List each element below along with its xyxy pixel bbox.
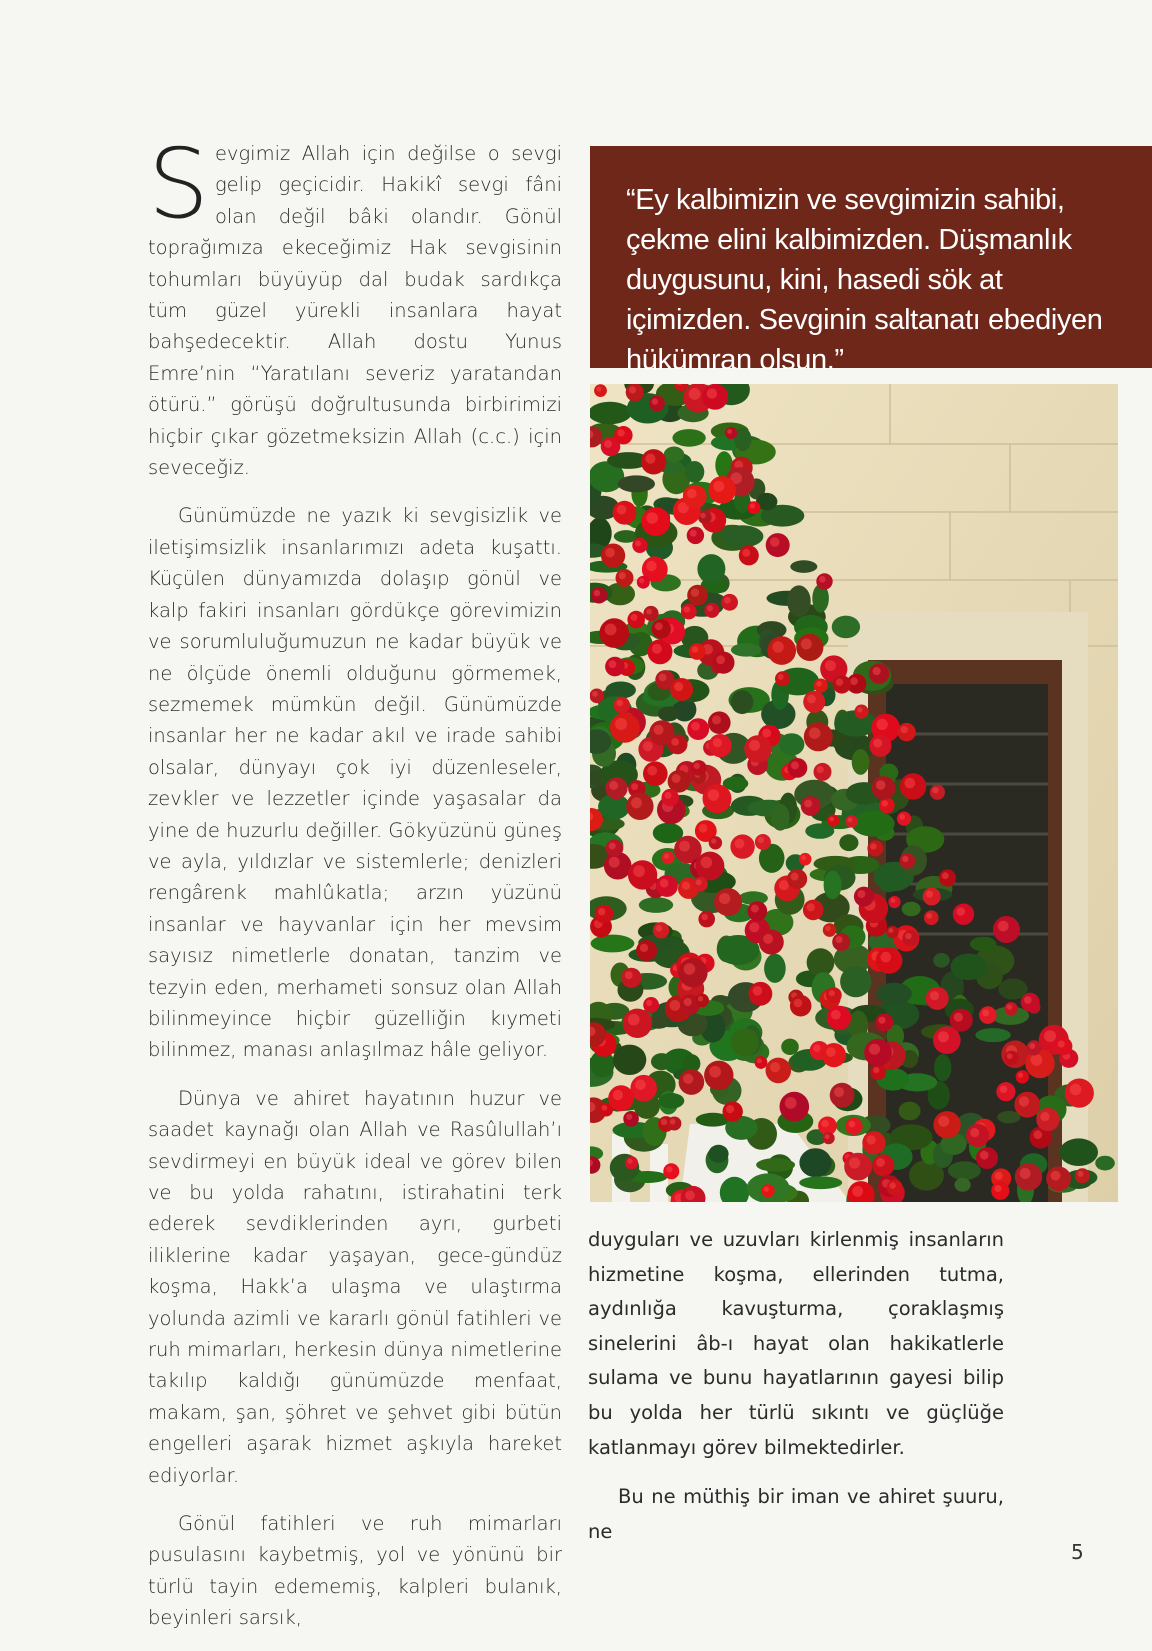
left-text-column [148,128,562,1651]
rose-window-photo [590,384,1118,1202]
page-number: 5 [1071,1540,1084,1564]
paragraph-6: Bu ne müthiş bir iman ve ahiret şuuru, ne [588,1485,1004,1543]
paragraph-5: duyguları ve uzuvları kirlenmiş insanların hizmetine koşma, ellerinden tutma, aydınlığa kavuşturma, çoraklaşmış sinelerini âb-ı hayat olan hakikatlerle sulama ve bunu hayatlarının gayesi bilip bu yolda her türlü sıkıntı ve güçlüğe katlanmayı görev bilmektedirler. [588,1228,1004,1459]
pull-quote-box [590,146,1152,376]
paragraph-1-text: evgimiz Allah için değilse o sevgi gelip geçicidir. Hakikî sevgi fâni olan değil bâki olandır. Gönül toprağımıza ekeceğimiz Hak sevgisinin tohumları büyüyüp dal budak sardıkça tüm güzel yürekli insanlara hayat bahşedecektir. Allah dostu Yunus Emre’nin “Yaratılanı severiz yaratandan ötürü.” görüşü doğrultusunda birbirimizi hiçbir çıkar gözetmeksizin Allah (c.c.) için seveceğiz. [148,142,562,480]
drop-cap: S [148,128,209,240]
paragraph-3: Dünya ve ahiret hayatının huzur ve saadet kaynağı olan Allah ve Rasûlullah’ı sevdirmeyi en büyük ideal ve görev bilen ve bu yolda rahatını, istirahatini terk ederek sevdiklerinden ayrı, gurbeti iliklerine kadar yaşayan, gece-gündüz koşma, Hakk’a ulaşma ve ulaştırma yolunda azimli ve kararlı gönül fatihleri ve ruh mimarları, herkesin dünya nimetlerine takılıp kaldığı günümüzde menfaat, makam, şan, şöhret ve şehvet gibi bütün engelleri aşarak hizmet aşkıyla hareket ediyorlar. [148,1086,562,1487]
paragraph-4: Gönül fatihleri ve ruh mimarları pusulasını kaybetmiş, yol ve yönünü bir türlü tayin edememiş, kalpleri bulanık, beyinleri sarsık, [148,1512,562,1630]
paragraph-2: Günümüzde ne yazık ki sevgisizlik ve iletişimsizlik insanlarımızı adeta kuşattı. Küçülen dünyamızda dolaşıp gönül ve kalp fakiri insanları gördükçe görevimizin ve sorumluluğumuzun ne kadar büyük ve ne ölçüde önemli olduğunu görmemek, sezmemek mümkün değil. Günümüzde insanlar her ne kadar akıl ve irade sahibi olsalar, dünyayı çok iyi düzenleseler, zevkler ve lezzetler içinde yaşasalar da yine de huzurlu değiller. Gökyüzünü güneş ve ayla, yıldızlar ve sistemlerle; denizleri rengârenk mahlûkatla; arzın yüzünü insanlar ve hayvanlar için her mevsim sayısız nimetlerle donatan, tanzim ve tezyin eden, merhameti sonsuz olan Allah bilinmeyince hiçbir güzelliğin kıymeti bilinmez, manası anlaşılmaz hâle geliyor. [148,504,562,1062]
pull-quote-text: “Ey kalbimizin ve sevgimizin sahibi, çekme elini kalbimizden. Düşmanlık duygusunu, kini, hasedi sök at içimizden. Sevginin saltanatı ebediyen hükümran olsun.” [626,184,1103,376]
rose-photo-illustration [590,384,1118,1202]
right-text-column [588,1223,1004,1564]
paragraph-1 [148,128,562,483]
